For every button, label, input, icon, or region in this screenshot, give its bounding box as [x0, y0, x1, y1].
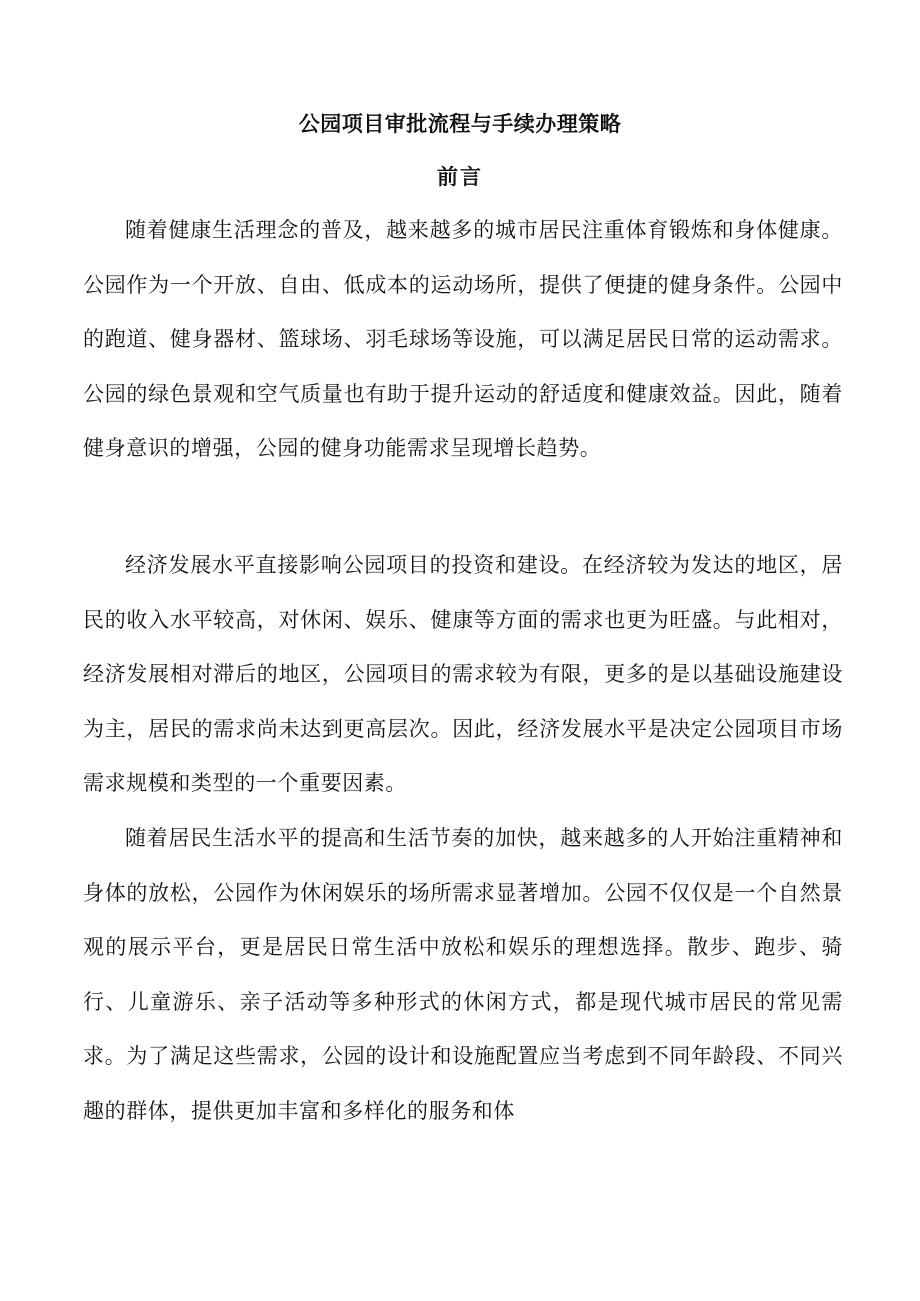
paragraph-leisure-container — [0, 811, 920, 1156]
paragraph-fitness-demand: 随着健康生活理念的普及，越来越多的城市居民注重体育锻炼和身体健康。公园作为一个开放、自由、低成本的运动场所，提供了便捷的健身条件。公园中的跑道、健身器材、篮球场、羽毛球场等设施，可以满足居民日常的运动需求。公园的绿色景观和空气质量也有助于提升运动的舒适度和健康效益。因此，随着健身意识的增强，公园的健身功能需求呈现增长趋势。 — [83, 218, 843, 460]
paragraph-economic-development: 经济发展水平直接影响公园项目的投资和建设。在经济较为发达的地区，居民的收入水平较高，对休闲、娱乐、健康等方面的需求也更为旺盛。与此相对，经济发展相对滞后的地区，公园项目的需求较为有限，更多的是以基础设施建设为主，居民的需求尚未达到更高层次。因此，经济发展水平是决定公园项目市场需求规模和类型的一个重要因素。 — [83, 553, 843, 795]
paragraph-leisure-demand: 随着居民生活水平的提高和生活节奏的加快，越来越多的人开始注重精神和身体的放松，公园作为休闲娱乐的场所需求显著增加。公园不仅仅是一个自然景观的展示平台，更是居民日常生活中放松和娱乐的理想选择。散步、跑步、骑行、儿童游乐、亲子活动等多种形式的休闲方式，都是现代城市居民的常见需求。为了满足这些需求，公园的设计和设施配置应当考虑到不同年龄段、不同兴趣的群体，提供更加丰富和多样化的服务和体 — [83, 826, 843, 1123]
section-heading-preface: 前言 — [437, 164, 483, 189]
document-title: 公园项目审批流程与手续办理策略 — [298, 111, 622, 136]
